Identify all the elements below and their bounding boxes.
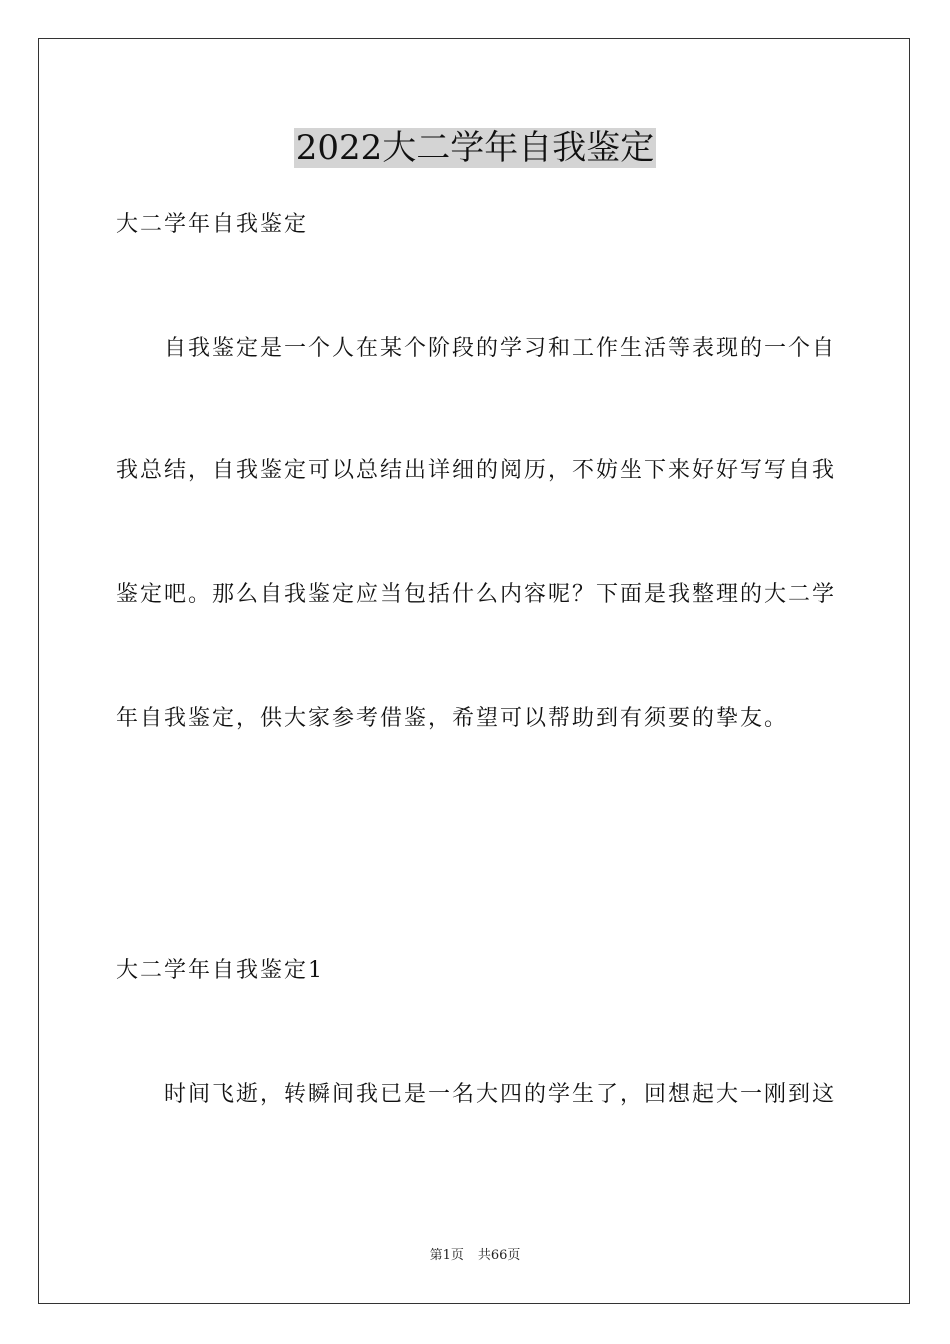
- intro-line-2: 我总结，自我鉴定可以总结出详细的阅历，不妨坐下来好好写写自我: [116, 458, 837, 483]
- section-heading: 大二学年自我鉴定1: [116, 958, 324, 983]
- page-number: 第1页: [429, 1248, 464, 1263]
- intro-line-1: 自我鉴定是一个人在某个阶段的学习和工作生活等表现的一个自: [164, 336, 837, 361]
- intro-line-4: 年自我鉴定，供大家参考借鉴，希望可以帮助到有须要的挚友。: [116, 706, 789, 731]
- section-first-line: 时间飞逝，转瞬间我已是一名大四的学生了，回想起大一刚到这: [164, 1082, 837, 1107]
- intro-line-3: 鉴定吧。那么自我鉴定应当包括什么内容呢？下面是我整理的大二学: [116, 582, 837, 607]
- document-title-text: 2022大二学年自我鉴定: [295, 128, 655, 168]
- document-subtitle: 大二学年自我鉴定: [116, 212, 309, 237]
- page-footer: [0, 1247, 950, 1265]
- document-title: [0, 126, 950, 170]
- page-total: 共66页: [477, 1248, 521, 1263]
